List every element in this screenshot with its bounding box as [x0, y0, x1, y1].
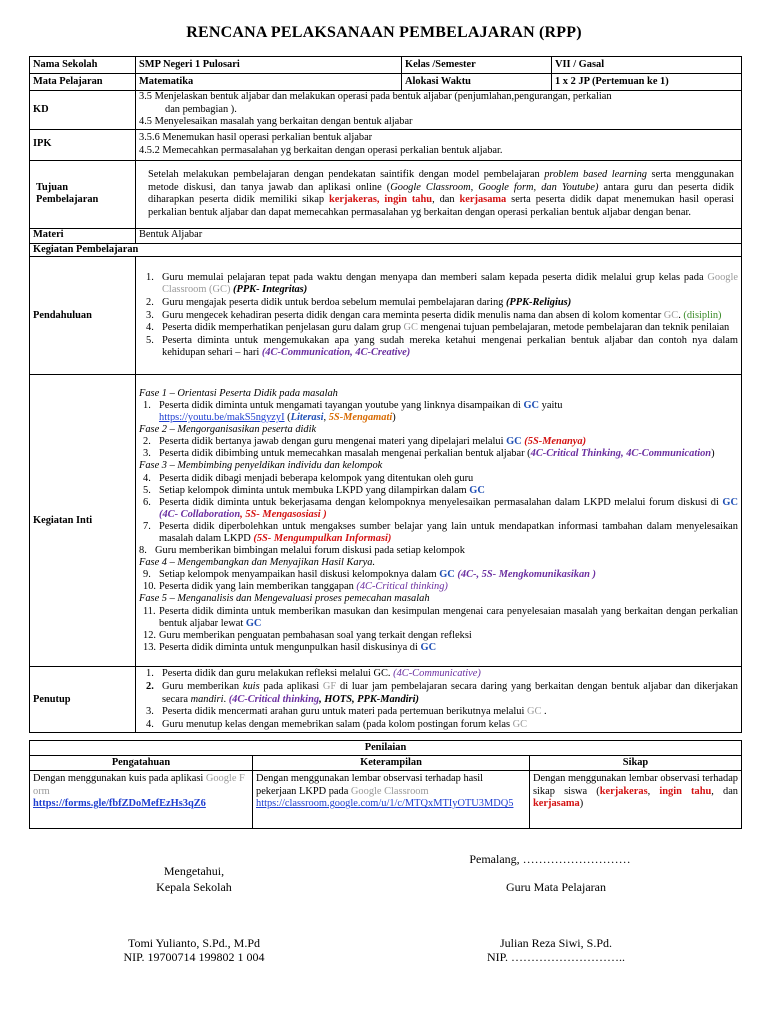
list-item: 4. Guru menutup kelas dengan memebrikan salam (pada kolom postingan forum kelas GC	[146, 718, 528, 730]
tujuan-text-2: serta menggunakan metode diskusi, dan tanya jawab dan aplikasi online (	[148, 169, 734, 193]
list-item: 13. Peserta didik diminta untuk mengunpulkan hasil diskusinya di GC	[143, 641, 437, 653]
ipk-content	[136, 129, 742, 160]
tujuan-sikap-2: kerjasama	[459, 194, 507, 206]
list-item: 5. Setiap kelompok diminta untuk membuka LKPD yang dilampirkan dalam GC	[143, 484, 485, 496]
materi-value: Bentuk Aljabar	[136, 228, 742, 243]
ipk-line-1: 3.5.6 Menemukan hasil operasi perkalian bentuk aljabar	[139, 132, 373, 144]
mapel-value: Matematika	[136, 74, 402, 91]
list-item: 11. Peserta didik diminta untuk memberikan masukan dan kesimpulan mengenai cara penyelesaian masalah yang berkaitan dengan perkalian bentuk aljabar lewat GC	[143, 605, 738, 629]
cell-keterampilan: Dengan menggunakan lembar observasi terhadap hasil pekerjaan LKPD pada Google Classroom https://classroom.google.com/u/1/c/MTQxMTIyOTU3MDQ5	[253, 771, 530, 829]
fase-1: Fase 1 – Orientasi Peserta Didik pada masalah	[139, 387, 338, 399]
list-item: 9. Setiap kelompok menyampaikan hasil diskusi kelompoknya dalam GC (4C-, 5S- Mengkomunikasikan )	[143, 569, 596, 581]
signature-right-role: Guru Mata Pelajaran	[506, 880, 606, 894]
tujuan-text-3: antara guru dan peserta didik diharapkan peserta didik memiliki sikap	[148, 181, 734, 206]
tujuan-apps: Google Classroom, Google form, dan Youtube)	[390, 181, 599, 193]
tujuan-label: Tujuan Pembelajaran	[30, 160, 136, 228]
tujuan-content	[136, 160, 742, 228]
list-item: 4. Peserta didik memperhatikan penjelasan guru dalam grup GC mengenai tujuan pembelajaran, metode pembelajaran dan teknik penilaian	[146, 322, 730, 334]
signature-place-date: Pemalang, ………………………	[469, 852, 631, 866]
list-item: 1. Guru memulai pelajaran tepat pada waktu dengan menyapa dan memberi salam kepada peserta didik melalui grup kelas pada Google Classroom (GC) (PPK- Integritas)	[146, 271, 738, 296]
kd-line-1b: dan pembagian ).	[165, 103, 237, 115]
alokasi-value: 1 x 2 JP (Pertemuan ke 1)	[552, 74, 742, 91]
nama-sekolah-value: SMP Negeri 1 Pulosari	[136, 57, 402, 74]
list-item: 1. Peserta didik dan guru melakukan refleksi melalui GC. (4C-Communicative)	[146, 668, 481, 680]
list-item: 8. Guru memberikan bimbingan melalui forum diskusi pada setiap kelompok	[139, 545, 465, 557]
penutup-list	[136, 667, 742, 733]
list-item: 1. Peserta didik diminta untuk mengamati tayangan youtube yang linknya disampaikan di GC yaitu https://youtu.be/makS5ngyzyI (Literasi, 5S-Mengamati)	[143, 399, 563, 424]
youtube-link[interactable]: https://youtu.be/makS5ngyzyI	[159, 412, 285, 424]
list-item: 5. Peserta diminta untuk mengemukakan apa yang sudah mereka ketahui mengenai perkalian bentuk aljabar dan contoh nya dalam kehidupan sehari – hari (4C-Communication, 4C-Creative)	[146, 334, 738, 359]
penutup-label: Penutup	[30, 667, 136, 733]
kd-label: KD	[30, 91, 136, 130]
kegiatan-label: Kegiatan Pembelajaran	[30, 243, 742, 257]
signature-left-nip: NIP. 19700714 199802 1 004	[123, 950, 265, 964]
row-nama-sekolah	[30, 57, 742, 74]
pendahuluan-list	[136, 257, 742, 375]
inti-label: Kegiatan Inti	[30, 375, 136, 667]
list-item: 7. Peserta didik diperbolehkan untuk mengakses sumber belajar yang lain untuk mendapatkan informasi tambahan dalam menyelesaikan masalah dalam LKPD (5S- Mengumpulkan Informasi)	[143, 520, 738, 544]
materi-label: Materi	[30, 228, 136, 243]
row-materi	[30, 228, 742, 243]
penilaian-table	[29, 740, 742, 829]
header-keterampilan: Keterampilan	[253, 756, 530, 771]
cell-sikap: Dengan menggunakan lembar observasi terhadap sikap siswa (kerjakeras, ingin tahu, dan kerjasama)	[530, 771, 742, 829]
kelas-value: VII / Gasal	[552, 57, 742, 74]
tujuan-model: problem based learning	[544, 169, 647, 181]
list-item: 3. Guru mengecek kehadiran peserta didik dengan cara meminta peserta didik menulis nama dan absen di kolom komentar GC. (disiplin)	[146, 309, 722, 321]
penilaian-header-row	[30, 756, 742, 771]
penilaian-title: Penilaian	[30, 741, 742, 756]
row-ipk	[30, 129, 742, 160]
kd-line-1: 3.5 Menjelaskan bentuk aljabar dan melakukan operasi pada bentuk aljabar (penjumlahan,pengurangan, perkalian	[139, 91, 612, 102]
tujuan-text-5: serta peserta didik dapat menemukan hasil operasi perkalian bentuk aljabar dan dapat memecahkan permasalahan yg berkaitan dengan operasi perkalian bentuk aljabar dengan benar.	[148, 194, 734, 218]
signature-right-name: Julian Reza Siwi, S.Pd.	[499, 936, 612, 950]
row-mapel	[30, 74, 742, 91]
rpp-table	[29, 56, 742, 733]
list-item: 6. Peserta didik diminta untuk bekerjasama dengan kelompoknya menyelesaikan permasalahan dalam LKPD melalui forum diskusi di GC (4C- Collaboration, 5S- Mengasosiasi )	[143, 496, 738, 520]
fase-2: Fase 2 – Mengorganisasikan peserta didik	[139, 424, 317, 436]
fase-5: Fase 5 – Menganalisis dan Mengevaluasi proses pemecahan masalah	[139, 593, 430, 605]
ipk-line-2: 4.5.2 Memecahkan permasalahan yg berkaitan dengan operasi perkalian bentuk aljabar.	[139, 144, 503, 156]
google-form-link[interactable]: https://forms.gle/fbfZDoMefEzHs3qZ6	[33, 798, 206, 810]
signature-left-name: Tomi Yulianto, S.Pd., M.Pd	[127, 936, 261, 950]
nama-sekolah-label: Nama Sekolah	[30, 57, 136, 74]
list-item: 2. Guru memberikan kuis pada aplikasi GF di luar jam pembelajaran secara daring yang berkaitan dengan bentuk aljabar dan dikerjakan secara mandiri. (4C-Critical thinking, HOTS, PPK-Mandiri)	[146, 680, 738, 705]
mapel-label: Mata Pelajaran	[30, 74, 136, 91]
list-item: 3. Peserta didik dibimbing untuk memecahkan masalah mengenai perkalian bentuk aljabar (4C-Critical Thinking, 4C-Communication)	[143, 448, 715, 460]
row-pendahuluan	[30, 257, 742, 375]
header-pengetahuan: Pengatahuan	[30, 756, 253, 771]
list-item: 12. Guru memberikan penguatan pembahasan soal yang terkait dengan refleksi	[143, 629, 472, 641]
signature-right-nip: NIP. ………………………..	[486, 950, 625, 964]
list-item: 2. Guru mengajak peserta didik untuk berdoa sebelum memulai pembelajaran daring (PPK-Religius)	[146, 296, 572, 308]
fase-4: Fase 4 – Mengembangkan dan Menyajikan Hasil Karya.	[139, 557, 376, 569]
signature-left-top: Mengetahui,	[163, 864, 225, 878]
row-kegiatan-inti	[30, 375, 742, 667]
cell-pengetahuan: Dengan menggunakan kuis pada aplikasi Google Form https://forms.gle/fbfZDoMefEzHs3qZ6	[30, 771, 253, 829]
penilaian-content-row	[30, 771, 742, 829]
row-penutup	[30, 667, 742, 733]
kelas-label: Kelas /Semester	[402, 57, 552, 74]
google-classroom-link[interactable]: https://classroom.google.com/u/1/c/MTQxMTIyOTU3MDQ5	[256, 798, 514, 810]
row-tujuan	[30, 160, 742, 228]
header-sikap: Sikap	[530, 756, 742, 771]
row-kd	[30, 91, 742, 130]
kd-content	[136, 91, 742, 130]
fase-3: Fase 3 – Membimbing penyeldikan individu dan kelompok	[139, 460, 383, 472]
ipk-label: IPK	[30, 129, 136, 160]
tujuan-text-4: , dan	[432, 194, 460, 206]
document-title: RENCANA PELAKSANAAN PEMBELAJARAN (RPP)	[186, 24, 582, 41]
tujuan-text-1: Setelah melakukan pembelajaran dengan pendekatan saintifik dengan model pembelajaran	[148, 169, 545, 181]
inti-content	[136, 375, 742, 667]
penilaian-title-row	[30, 741, 742, 756]
list-item: 10. Peserta didik yang lain memberikan tanggapan (4C-Critical thinking)	[143, 581, 448, 593]
signature-left-role: Kepala Sekolah	[156, 880, 232, 894]
alokasi-label: Alokasi Waktu	[402, 74, 552, 91]
row-kegiatan	[30, 243, 742, 257]
list-item: 4. Peserta didik dibagi menjadi beberapa kelompok yang ditentukan oleh guru	[143, 472, 474, 484]
list-item: 2. Peserta didik bertanya jawab dengan guru mengenai materi yang dipelajari melalui GC (5S-Menanya)	[143, 436, 587, 448]
list-item: 3. Peserta didik mencermati arahan guru untuk materi pada pertemuan berikutnya melalui GC .	[146, 706, 547, 718]
kd-line-2: 4.5 Menyelesaikan masalah yang berkaitan dengan bentuk aljabar	[139, 116, 413, 128]
tujuan-sikap-1: kerjakeras, ingin tahu	[328, 194, 433, 206]
pendahuluan-label: Pendahuluan	[30, 257, 136, 375]
